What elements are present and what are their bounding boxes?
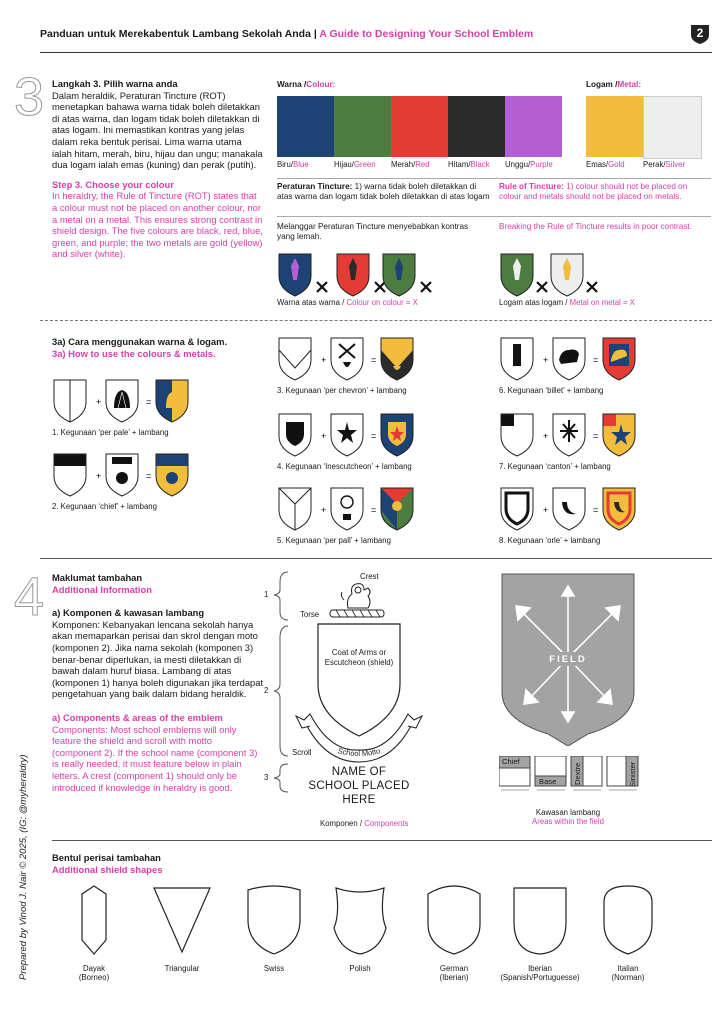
- example-caption-chev: 3. Kegunaan ‘per chevron’ + lambang: [277, 386, 407, 395]
- brace-1: [274, 572, 288, 620]
- step3-text: [52, 78, 264, 260]
- example-caption-chief: 2. Kegunaan ‘chief’ + lambang: [52, 502, 157, 511]
- components-caption-en: Components: [364, 819, 409, 828]
- rule-en-text: 1) colour should not be placed on colour and metals should not be placed on metals.: [499, 182, 688, 202]
- example-field-chief: [54, 454, 86, 496]
- shape-sub: (Spanish/Portuguesse): [500, 973, 580, 982]
- example-field-chev: [279, 338, 311, 380]
- equals-sign: =: [371, 505, 377, 515]
- metal-on-metal-ms: Logam atas logam /: [499, 298, 568, 307]
- example-field-ines: [279, 414, 311, 456]
- colours-title-ms: Warna /: [277, 80, 307, 89]
- swatch-label-en: Gold: [608, 160, 625, 169]
- swatch-label-ms: Hitam/: [448, 160, 471, 169]
- step4-body-en: Components: Most school emblems will only feature the shield and scroll with motto (component 2). If the school name (component 3) is really needed, it must feature below in plain letters. A crest (component 1) should only be introduced if knowledge in heraldry is good.: [52, 723, 258, 793]
- torse-label: Torse: [300, 610, 320, 619]
- swatch-label-en: Black: [470, 160, 490, 169]
- shape-caption-polish: [310, 964, 410, 973]
- coat-of-arms-label: Coat of Arms or Escutcheon (shield): [324, 648, 394, 667]
- step4-sub-en: a) Components & areas of the emblem: [52, 711, 223, 723]
- equals-sign: =: [371, 431, 377, 441]
- areas-caption: [498, 808, 638, 826]
- swatch-label-en: Silver: [665, 160, 686, 169]
- crest-lion-icon: [341, 584, 370, 608]
- step3-heading-ms: Langkah 3. Pilih warna anda: [52, 78, 178, 89]
- swatch-label-black: [448, 160, 490, 169]
- shape-german: [424, 884, 484, 958]
- swatch-label-gold: [586, 160, 625, 169]
- shapes-heading: [52, 852, 162, 875]
- example-charge-pale: [106, 380, 138, 422]
- shape-caption-triangular: [132, 964, 232, 973]
- swatch-label-en: Blue: [293, 160, 309, 169]
- swatch-label-green: [334, 160, 376, 169]
- example-chief: [52, 452, 192, 498]
- rule-ms-text: 1) warna tidak boleh diletakkan di atas warna dan logam tidak boleh diletakkan di atas logam: [277, 182, 490, 202]
- shapes-heading-en: Additional shield shapes: [52, 863, 163, 875]
- shape-caption-german: [404, 964, 504, 982]
- example-charge-pall: [331, 488, 363, 530]
- example-charge-ines: [331, 414, 363, 456]
- example-caption-pall: 5. Kegunaan ‘per pall’ + lambang: [277, 536, 391, 545]
- field-label: FIELD: [549, 654, 587, 665]
- component-number-1: 1: [264, 590, 269, 599]
- step3-number: 3: [14, 67, 45, 127]
- step4-body-ms: Komponen: Kebanyakan lencana sekolah hanya akan memaparkan perisai dan skrol dengan moto (komponen 2). Jika nama sekolah (komponen 3) benar-benar diperlukan, ia mesti diletakkan di bawah dalam huruf biasa. Lambang di atas (komponen 1) hanya boleh digunakan jika terdapat pengetahuan yang baik dalam bidang heraldik.: [52, 618, 264, 700]
- crest-label: Crest: [360, 572, 379, 581]
- swatch-blue: [277, 96, 334, 157]
- example-field-pale: [54, 380, 86, 422]
- swatch-red: [391, 96, 448, 157]
- example-result-chev: [379, 336, 415, 382]
- step4-heading-en: Additional Information: [52, 583, 152, 595]
- colours-title-en: Colour:: [306, 80, 336, 89]
- shapes-heading-ms: Bentul perisai tambahan: [52, 852, 161, 863]
- bad-shield-silver-gold: [551, 254, 583, 296]
- page-number-badge: [690, 24, 710, 44]
- brace-3: [274, 764, 288, 792]
- rule-divider-2: [277, 216, 711, 217]
- swatch-label-ms: Emas/: [586, 160, 609, 169]
- plus-sign: +: [321, 505, 327, 515]
- page-number: 2: [696, 26, 704, 40]
- step4-heading-ms: Maklumat tambahan: [52, 572, 143, 583]
- scroll-label: Scroll: [292, 748, 312, 757]
- example-charge-canton: [553, 414, 585, 456]
- step3a-heading-en: 3a) How to use the colours & metals.: [52, 347, 216, 359]
- swatch-label-ms: Hijau/: [334, 160, 354, 169]
- component-number-2: 2: [264, 686, 269, 695]
- header-separator: |: [313, 28, 317, 40]
- shape-name: Dayak: [82, 964, 106, 973]
- example-result-orle: [601, 486, 637, 532]
- example-canton: [499, 412, 639, 458]
- shape-caption-iberian: [490, 964, 590, 982]
- example-charge-billet: [553, 338, 585, 380]
- equals-sign: =: [146, 471, 152, 481]
- step3a-heading-ms: 3a) Cara menggunakan warna & logam.: [52, 336, 228, 347]
- metal-on-metal-examples: [499, 252, 599, 298]
- header-rule: [40, 52, 712, 53]
- example-caption-billet: 6. Kegunaan ‘billet’ + lambang: [499, 386, 604, 395]
- components-caption-ms: Komponen /: [320, 819, 363, 828]
- shape-sub: (Borneo): [78, 973, 110, 982]
- shape-name: Iberian: [528, 964, 552, 973]
- shape-italian: [598, 884, 658, 958]
- example-charge-chev: [331, 338, 363, 380]
- shape-iberian: [510, 884, 570, 958]
- bad-shield-green-blue: [383, 254, 415, 296]
- section-divider-4: [40, 558, 712, 559]
- example-caption-ines: 4. Kegunaan ‘Inescutcheon’ + lambang: [277, 462, 412, 471]
- rule-en: [499, 182, 711, 203]
- swatch-label-en: Green: [353, 160, 376, 169]
- areas-caption-en: Areas within the field: [532, 817, 604, 826]
- example-result-billet: [601, 336, 637, 382]
- example-result-pall: [379, 486, 415, 532]
- shape-name: Italian: [617, 964, 639, 973]
- shape-caption-dayak: [44, 964, 144, 982]
- shape-caption-swiss: [224, 964, 324, 973]
- swatch-silver: [643, 96, 702, 159]
- credit-text: Prepared by Vinod J. Nair © 2025, (IG: @myheraldry): [18, 754, 29, 980]
- colour-on-colour-caption: [277, 298, 418, 307]
- swatch-green: [334, 96, 391, 157]
- equals-sign: =: [371, 355, 377, 365]
- example-result-ines: [379, 412, 415, 458]
- swatch-label-blue: [277, 160, 309, 169]
- plus-sign: +: [96, 397, 102, 407]
- example-caption-canton: 7. Kegunaan ‘canton’ + lambang: [499, 462, 611, 471]
- example-pale: [52, 378, 192, 424]
- page-header: [40, 28, 533, 40]
- component-number-3: 3: [264, 773, 269, 782]
- metal-on-metal-en: Metal on metal = X: [569, 298, 635, 307]
- plus-sign: +: [96, 471, 102, 481]
- example-charge-chief: [106, 454, 138, 496]
- swatch-label-silver: [643, 160, 685, 169]
- example-caption-pale: 1. Kegunaan ‘per pale’ + lambang: [52, 428, 169, 437]
- component-shield: [318, 624, 400, 736]
- shape-triangular: [152, 884, 212, 958]
- shape-dayak: [80, 884, 108, 958]
- brace-2: [274, 626, 288, 756]
- example-chev: [277, 336, 417, 382]
- example-caption-orle: 8. Kegunaan ‘orle’ + lambang: [499, 536, 601, 545]
- sinister-label: Sinister: [628, 761, 637, 787]
- equals-sign: =: [593, 355, 599, 365]
- swatch-label-ms: Unggu/: [505, 160, 531, 169]
- shape-polish: [330, 884, 390, 958]
- plus-sign: +: [543, 431, 549, 441]
- example-billet: [499, 336, 639, 382]
- example-result-chief: [154, 452, 190, 498]
- example-charge-orle: [553, 488, 585, 530]
- equals-sign: =: [593, 431, 599, 441]
- step4-text: [52, 572, 264, 793]
- bad-shield-red-black: [337, 254, 369, 296]
- rule-divider-en: [499, 178, 711, 179]
- areas-caption-ms: Kawasan lambang: [535, 808, 601, 817]
- area-boxes: [499, 756, 639, 794]
- plus-sign: +: [543, 355, 549, 365]
- swatch-black: [448, 96, 505, 157]
- swatch-label-purple: [505, 160, 553, 169]
- rule-ms: [277, 182, 492, 203]
- example-field-canton: [501, 414, 533, 456]
- shape-name: Swiss: [263, 964, 285, 973]
- bad-shield-green-silver: [501, 254, 533, 296]
- rule-en-label: Rule of Tincture:: [499, 182, 564, 191]
- colour-on-colour-ms: Warna atas warna /: [277, 298, 345, 307]
- swatch-label-ms: Merah/: [391, 160, 416, 169]
- equals-sign: =: [146, 397, 152, 407]
- dashed-divider: [40, 320, 712, 321]
- metals-title-ms: Logam /: [586, 80, 618, 89]
- metals-title-en: Metal:: [617, 80, 642, 89]
- example-field-orle: [501, 488, 533, 530]
- shapes-divider: [52, 840, 712, 841]
- components-diagram: [264, 566, 450, 806]
- step3-body-en: In heraldry, the Rule of Tincture (ROT) states that a colour must not be placed on another colour, nor a metal on a metal. This ensures strong contrast in shield design. The five colours are black, red, blue, green, and purple; the two metals are gold (yellow) and silver (white).: [52, 190, 263, 260]
- example-ines: [277, 412, 417, 458]
- svg-text:School Motto: [337, 746, 381, 758]
- example-result-canton: [601, 412, 637, 458]
- motto-text: School Motto: [336, 746, 382, 759]
- header-title-ms: Panduan untuk Merekabentuk Lambang Sekolah Anda: [40, 28, 311, 40]
- header-title-en: A Guide to Designing Your School Emblem: [319, 28, 534, 40]
- step4-sub-ms: a) Komponen & kawasan lambang: [52, 607, 205, 619]
- equals-sign: =: [593, 505, 599, 515]
- swatch-label-en: Purple: [530, 160, 553, 169]
- school-name-placeholder: NAME OF SCHOOL PLACED HERE: [308, 766, 410, 806]
- step3-heading-en: Step 3. Choose your colour: [52, 178, 174, 190]
- step3a-heading: [52, 336, 227, 359]
- example-pall: [277, 486, 417, 532]
- shape-name: Polish: [349, 964, 371, 973]
- dexter-label: Dextre: [573, 762, 582, 785]
- step3-body-ms: Dalam heraldik, Peraturan Tincture (ROT) menetapkan bahawa warna tidak boleh diletakkan di atas warna, dan logam tidak boleh diletakkan di atas logam. Ini memastikan kontras yang jelas dalam reka bentuk perisai. Lima warna utama ialah hitam, merah, biru, hijau dan ungu; manakala dua logam ialah emas (kuning) dan perak (putih).: [52, 89, 263, 171]
- shape-name: German: [439, 964, 469, 973]
- swatch-gold: [586, 96, 643, 157]
- plus-sign: +: [543, 505, 549, 515]
- swatch-label-en: Red: [415, 160, 430, 169]
- swatch-purple: [505, 96, 562, 157]
- swatch-label-ms: Biru/: [277, 160, 294, 169]
- example-field-pall: [279, 488, 311, 530]
- field-diagram: [498, 570, 638, 746]
- example-field-billet: [501, 338, 533, 380]
- breaking-en: Breaking the Rule of Tincture results in poor contrast.: [499, 222, 692, 231]
- plus-sign: +: [321, 355, 327, 365]
- shape-swiss: [244, 884, 304, 958]
- chief-label: Chief: [502, 757, 520, 766]
- plus-sign: +: [321, 431, 327, 441]
- example-orle: [499, 486, 639, 532]
- shape-caption-italian: [578, 964, 678, 982]
- metals-title: [586, 80, 641, 90]
- swatch-label-ms: Perak/: [643, 160, 666, 169]
- rule-ms-label: Peraturan Tincture:: [277, 182, 353, 191]
- bad-shield-blue-purple: [279, 254, 311, 296]
- shape-sub: (Iberian): [439, 973, 469, 982]
- components-caption: [320, 819, 408, 828]
- swatch-label-red: [391, 160, 430, 169]
- metal-on-metal-caption: [499, 298, 635, 307]
- colours-title: [277, 80, 335, 90]
- base-label: Base: [539, 777, 557, 786]
- example-result-pale: [156, 380, 188, 422]
- breaking-ms: Melanggar Peraturan Tincture menyebabkan kontras yang lemah.: [277, 222, 469, 242]
- colour-on-colour-examples: [277, 252, 437, 298]
- shape-sub: (Norman): [611, 973, 645, 982]
- step4-number: 4: [14, 567, 45, 627]
- colour-on-colour-en: Colour on colour = X: [346, 298, 418, 307]
- shape-name: Triangular: [164, 964, 200, 973]
